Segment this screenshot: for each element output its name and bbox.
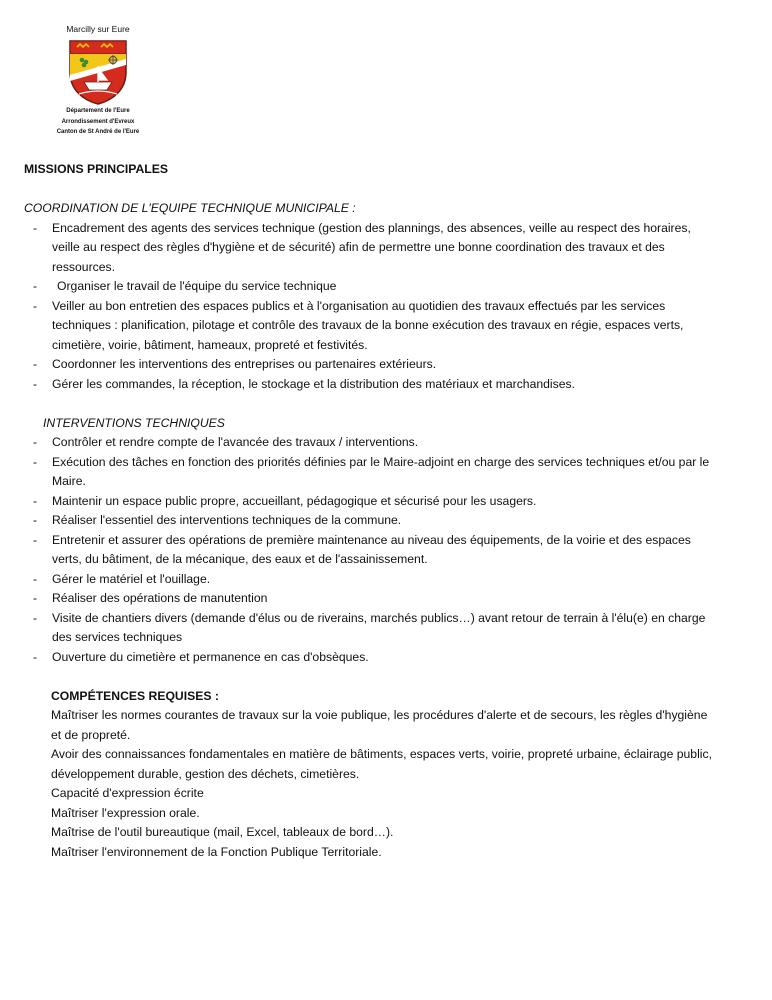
letterhead	[40, 24, 156, 138]
list-item: - Réaliser des opérations de manutention	[24, 589, 714, 609]
list-item: - Maintenir un espace public propre, accueillant, pédagogique et sécurisé pour les usagers.	[24, 492, 714, 512]
document-body	[24, 160, 714, 862]
competence-item: Capacité d'expression écrite	[51, 786, 204, 800]
interventions-list	[24, 433, 714, 667]
competence-item: Avoir des connaissances fondamentales en matière de bâtiments, espaces verts, voirie, propreté urbaine, éclairage public, développement durable, gestion des déchets, cimetières.	[51, 747, 712, 781]
section-title-coordination: COORDINATION DE L'EQUIPE TECHNIQUE MUNICIPALE :	[24, 201, 356, 215]
departement-label: Département de l'Eure	[66, 108, 130, 114]
competence-item: Maîtriser l'expression orale.	[51, 805, 200, 820]
list-item: - Visite de chantiers divers (demande d'élus ou de riverains, marchés publics…) avant retour de terrain à l'élu(e) en charge des services techniques	[24, 609, 714, 648]
list-item: - Entretenir et assurer des opérations de première maintenance au niveau des équipements, de la voirie et des espaces verts, du bâtiment, de la mécanique, des eaux et de l'assainissement.	[24, 531, 714, 570]
competence-item: Maîtrise de l'outil bureautique (mail, Excel, tableaux de bord…).	[51, 825, 394, 839]
coat-of-arms-icon	[67, 38, 129, 106]
competence-item: Maîtriser les normes courantes de travaux sur la voie publique, les procédures d'alerte et de secours, les règles d'hygiène et de propreté.	[51, 708, 708, 742]
list-item: - Ouverture du cimetière et permanence en cas d'obsèques.	[24, 648, 714, 668]
competence-item: Maîtriser l'environnement de la Fonction Publique Territoriale.	[51, 844, 382, 859]
commune-name: Marcilly sur Eure	[66, 24, 130, 34]
list-item: - Réaliser l'essentiel des interventions techniques de la commune.	[24, 511, 714, 531]
arrondissement-label: Arrondissement d'Evreux	[61, 118, 135, 125]
list-item: - Coordonner les interventions des entreprises ou partenaires extérieurs.	[24, 355, 714, 375]
coordination-list	[24, 219, 714, 395]
list-item: - Exécution des tâches en fonction des priorités définies par le Maire-adjoint en charge des services techniques et/ou par le Maire.	[24, 453, 714, 492]
list-item: - Organiser le travail de l'équipe du service technique	[24, 277, 714, 297]
list-item: - Encadrement des agents des services technique (gestion des plannings, des absences, veille au respect des horaires, veille au respect des règles d'hygiène et de sécurité) afin de permettre une bonne coordination des travaux et des ressources.	[24, 219, 714, 278]
section-title-interventions: INTERVENTIONS TECHNIQUES	[43, 415, 225, 430]
list-item: - Gérer le matériel et l'ouillage.	[24, 570, 714, 590]
canton-label: Canton de St André de l'Eure	[56, 129, 140, 135]
list-item: - Gérer les commandes, la réception, le stockage et la distribution des matériaux et marchandises.	[24, 375, 714, 395]
page-title: MISSIONS PRINCIPALES	[24, 162, 169, 176]
list-item: - Veiller au bon entretien des espaces publics et à l'organisation au quotidien des travaux effectués par les services techniques : planification, pilotage et contrôle des travaux de la bonne exécution des travaux en régie, espaces verts, cimetière, voirie, bâtiment, hameaux, propreté et festivités.	[24, 297, 714, 356]
list-item: - Contrôler et rendre compte de l'avancée des travaux / interventions.	[24, 433, 714, 453]
section-title-competences: COMPÉTENCES REQUISES :	[51, 688, 219, 703]
